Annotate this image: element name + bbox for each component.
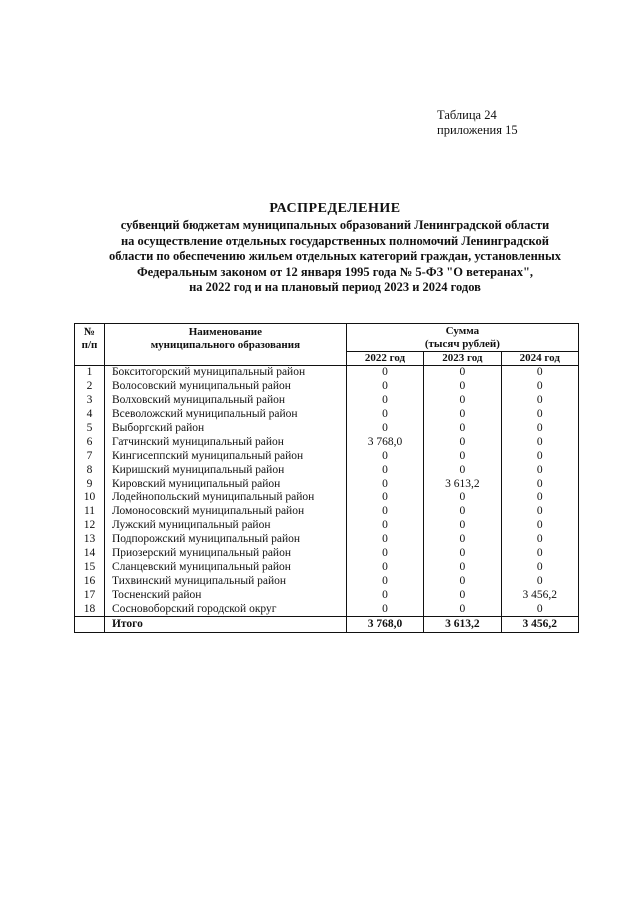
row-number: 9 [75, 477, 105, 491]
table-row [75, 380, 579, 394]
table-row [75, 422, 579, 436]
header-sum-line-1: Сумма [445, 325, 480, 337]
row-value-2023: 0 [424, 408, 501, 422]
row-name: Ломоносовский муниципальный район [104, 505, 346, 519]
row-name: Волховский муниципальный район [104, 394, 346, 408]
header-sum-line-2: (тысяч рублей) [424, 338, 500, 350]
row-value-2022: 0 [346, 519, 423, 533]
row-value-2022: 0 [346, 602, 423, 616]
row-number: 3 [75, 394, 105, 408]
row-value-2022: 0 [346, 588, 423, 602]
row-value-2024: 0 [501, 449, 578, 463]
row-number: 2 [75, 380, 105, 394]
header-year-2022: 2022 год [346, 352, 423, 366]
row-name: Бокситогорский муниципальный район [104, 366, 346, 380]
table-row [75, 477, 579, 491]
row-value-2022: 0 [346, 394, 423, 408]
table-row [75, 519, 579, 533]
total-number [75, 617, 105, 633]
row-value-2022: 0 [346, 408, 423, 422]
row-value-2023: 0 [424, 519, 501, 533]
row-value-2023: 0 [424, 463, 501, 477]
title-line: области по обеспечению жильем отдельных категорий граждан, установленных [108, 249, 562, 264]
table-row [75, 491, 579, 505]
row-value-2024: 0 [501, 602, 578, 616]
row-name: Подпорожский муниципальный район [104, 533, 346, 547]
table-row [75, 588, 579, 602]
row-value-2023: 0 [424, 366, 501, 380]
row-value-2024: 0 [501, 560, 578, 574]
row-value-2023: 0 [424, 602, 501, 616]
reference-line-2: приложения 15 [437, 123, 518, 137]
total-label: Итого [104, 617, 346, 633]
header-row [75, 324, 579, 352]
row-number: 15 [75, 560, 105, 574]
row-value-2023: 0 [424, 533, 501, 547]
row-value-2024: 0 [501, 505, 578, 519]
row-name: Киришский муниципальный район [104, 463, 346, 477]
row-value-2024: 0 [501, 519, 578, 533]
row-value-2022: 0 [346, 380, 423, 394]
row-name: Волосовский муниципальный район [104, 380, 346, 394]
row-number: 1 [75, 366, 105, 380]
row-value-2022: 0 [346, 574, 423, 588]
row-number: 10 [75, 491, 105, 505]
header-number-label: п/п [81, 339, 98, 351]
row-name: Сосновоборский городской округ [104, 602, 346, 616]
header-year-2024: 2024 год [501, 352, 578, 366]
row-value-2023: 0 [424, 505, 501, 519]
row-value-2024: 0 [501, 477, 578, 491]
table-row [75, 602, 579, 616]
row-name: Кингисеппский муниципальный район [104, 449, 346, 463]
row-number: 13 [75, 533, 105, 547]
row-value-2023: 0 [424, 422, 501, 436]
row-value-2023: 0 [424, 491, 501, 505]
table-row [75, 435, 579, 449]
total-2022: 3 768,0 [346, 617, 423, 633]
row-value-2023: 0 [424, 394, 501, 408]
row-value-2023: 0 [424, 449, 501, 463]
title-line: на осуществление отдельных государственных полномочий Ленинградской [120, 233, 550, 248]
row-name: Тихвинский муниципальный район [104, 574, 346, 588]
title-line: на 2022 год и на плановый период 2023 и 2024 годов [189, 280, 481, 295]
row-name: Приозерский муниципальный район [104, 547, 346, 561]
row-value-2024: 0 [501, 491, 578, 505]
row-value-2024: 0 [501, 435, 578, 449]
row-number: 8 [75, 463, 105, 477]
table-reference [437, 108, 518, 138]
table-row [75, 533, 579, 547]
row-name: Лужский муниципальный район [104, 519, 346, 533]
table-row [75, 366, 579, 380]
total-row [75, 617, 579, 633]
row-value-2024: 0 [501, 408, 578, 422]
table-row [75, 547, 579, 561]
header-sum [346, 324, 578, 352]
header-name-line-1: Наименование [188, 326, 263, 338]
row-value-2022: 0 [346, 477, 423, 491]
row-number: 16 [75, 574, 105, 588]
row-number: 5 [75, 422, 105, 436]
table-row [75, 574, 579, 588]
header-number-symbol: № [83, 326, 95, 338]
header-name [104, 324, 346, 366]
row-value-2022: 0 [346, 422, 423, 436]
row-value-2022: 0 [346, 505, 423, 519]
row-value-2024: 0 [501, 422, 578, 436]
row-value-2023: 0 [424, 560, 501, 574]
row-number: 4 [75, 408, 105, 422]
total-2023: 3 613,2 [424, 617, 501, 633]
title-line: субвенций бюджетам муниципальных образований Ленинградской области [120, 218, 550, 232]
row-number: 12 [75, 519, 105, 533]
row-number: 6 [75, 435, 105, 449]
row-name: Лодейнопольский муниципальный район [104, 491, 346, 505]
table-row [75, 394, 579, 408]
row-number: 11 [75, 505, 105, 519]
row-value-2022: 0 [346, 491, 423, 505]
row-value-2022: 0 [346, 463, 423, 477]
row-value-2022: 0 [346, 547, 423, 561]
row-value-2023: 0 [424, 547, 501, 561]
table-row [75, 463, 579, 477]
table-row [75, 560, 579, 574]
table-row [75, 449, 579, 463]
row-value-2023: 0 [424, 435, 501, 449]
row-number: 18 [75, 602, 105, 616]
document-title [85, 200, 585, 296]
distribution-table [74, 323, 579, 633]
row-name: Кировский муниципальный район [104, 477, 346, 491]
table-row [75, 408, 579, 422]
row-value-2024: 0 [501, 463, 578, 477]
row-name: Тосненский район [104, 588, 346, 602]
row-value-2022: 0 [346, 449, 423, 463]
row-value-2022: 0 [346, 533, 423, 547]
row-value-2024: 0 [501, 366, 578, 380]
row-value-2024: 0 [501, 574, 578, 588]
row-name: Всеволожский муниципальный район [104, 408, 346, 422]
header-name-line-2: муниципального образования [150, 339, 301, 351]
total-2024: 3 456,2 [501, 617, 578, 633]
row-value-2022: 0 [346, 560, 423, 574]
title-main: РАСПРЕДЕЛЕНИЕ [269, 201, 401, 216]
header-year-2023: 2023 год [424, 352, 501, 366]
row-value-2024: 3 456,2 [501, 588, 578, 602]
row-name: Выборгский район [104, 422, 346, 436]
reference-line-1: Таблица 24 [437, 108, 497, 122]
row-name: Гатчинский муниципальный район [104, 435, 346, 449]
table-row [75, 505, 579, 519]
row-value-2024: 0 [501, 547, 578, 561]
row-value-2024: 0 [501, 533, 578, 547]
row-value-2023: 0 [424, 574, 501, 588]
row-value-2024: 0 [501, 394, 578, 408]
header-number [75, 324, 105, 366]
row-value-2023: 0 [424, 380, 501, 394]
row-number: 14 [75, 547, 105, 561]
title-line: Федеральным законом от 12 января 1995 года № 5-ФЗ "О ветеранах", [136, 264, 534, 279]
row-value-2023: 0 [424, 588, 501, 602]
row-value-2022: 0 [346, 366, 423, 380]
row-value-2022: 3 768,0 [346, 435, 423, 449]
row-number: 7 [75, 449, 105, 463]
row-value-2024: 0 [501, 380, 578, 394]
row-value-2023: 3 613,2 [424, 477, 501, 491]
row-name: Сланцевский муниципальный район [104, 560, 346, 574]
row-number: 17 [75, 588, 105, 602]
